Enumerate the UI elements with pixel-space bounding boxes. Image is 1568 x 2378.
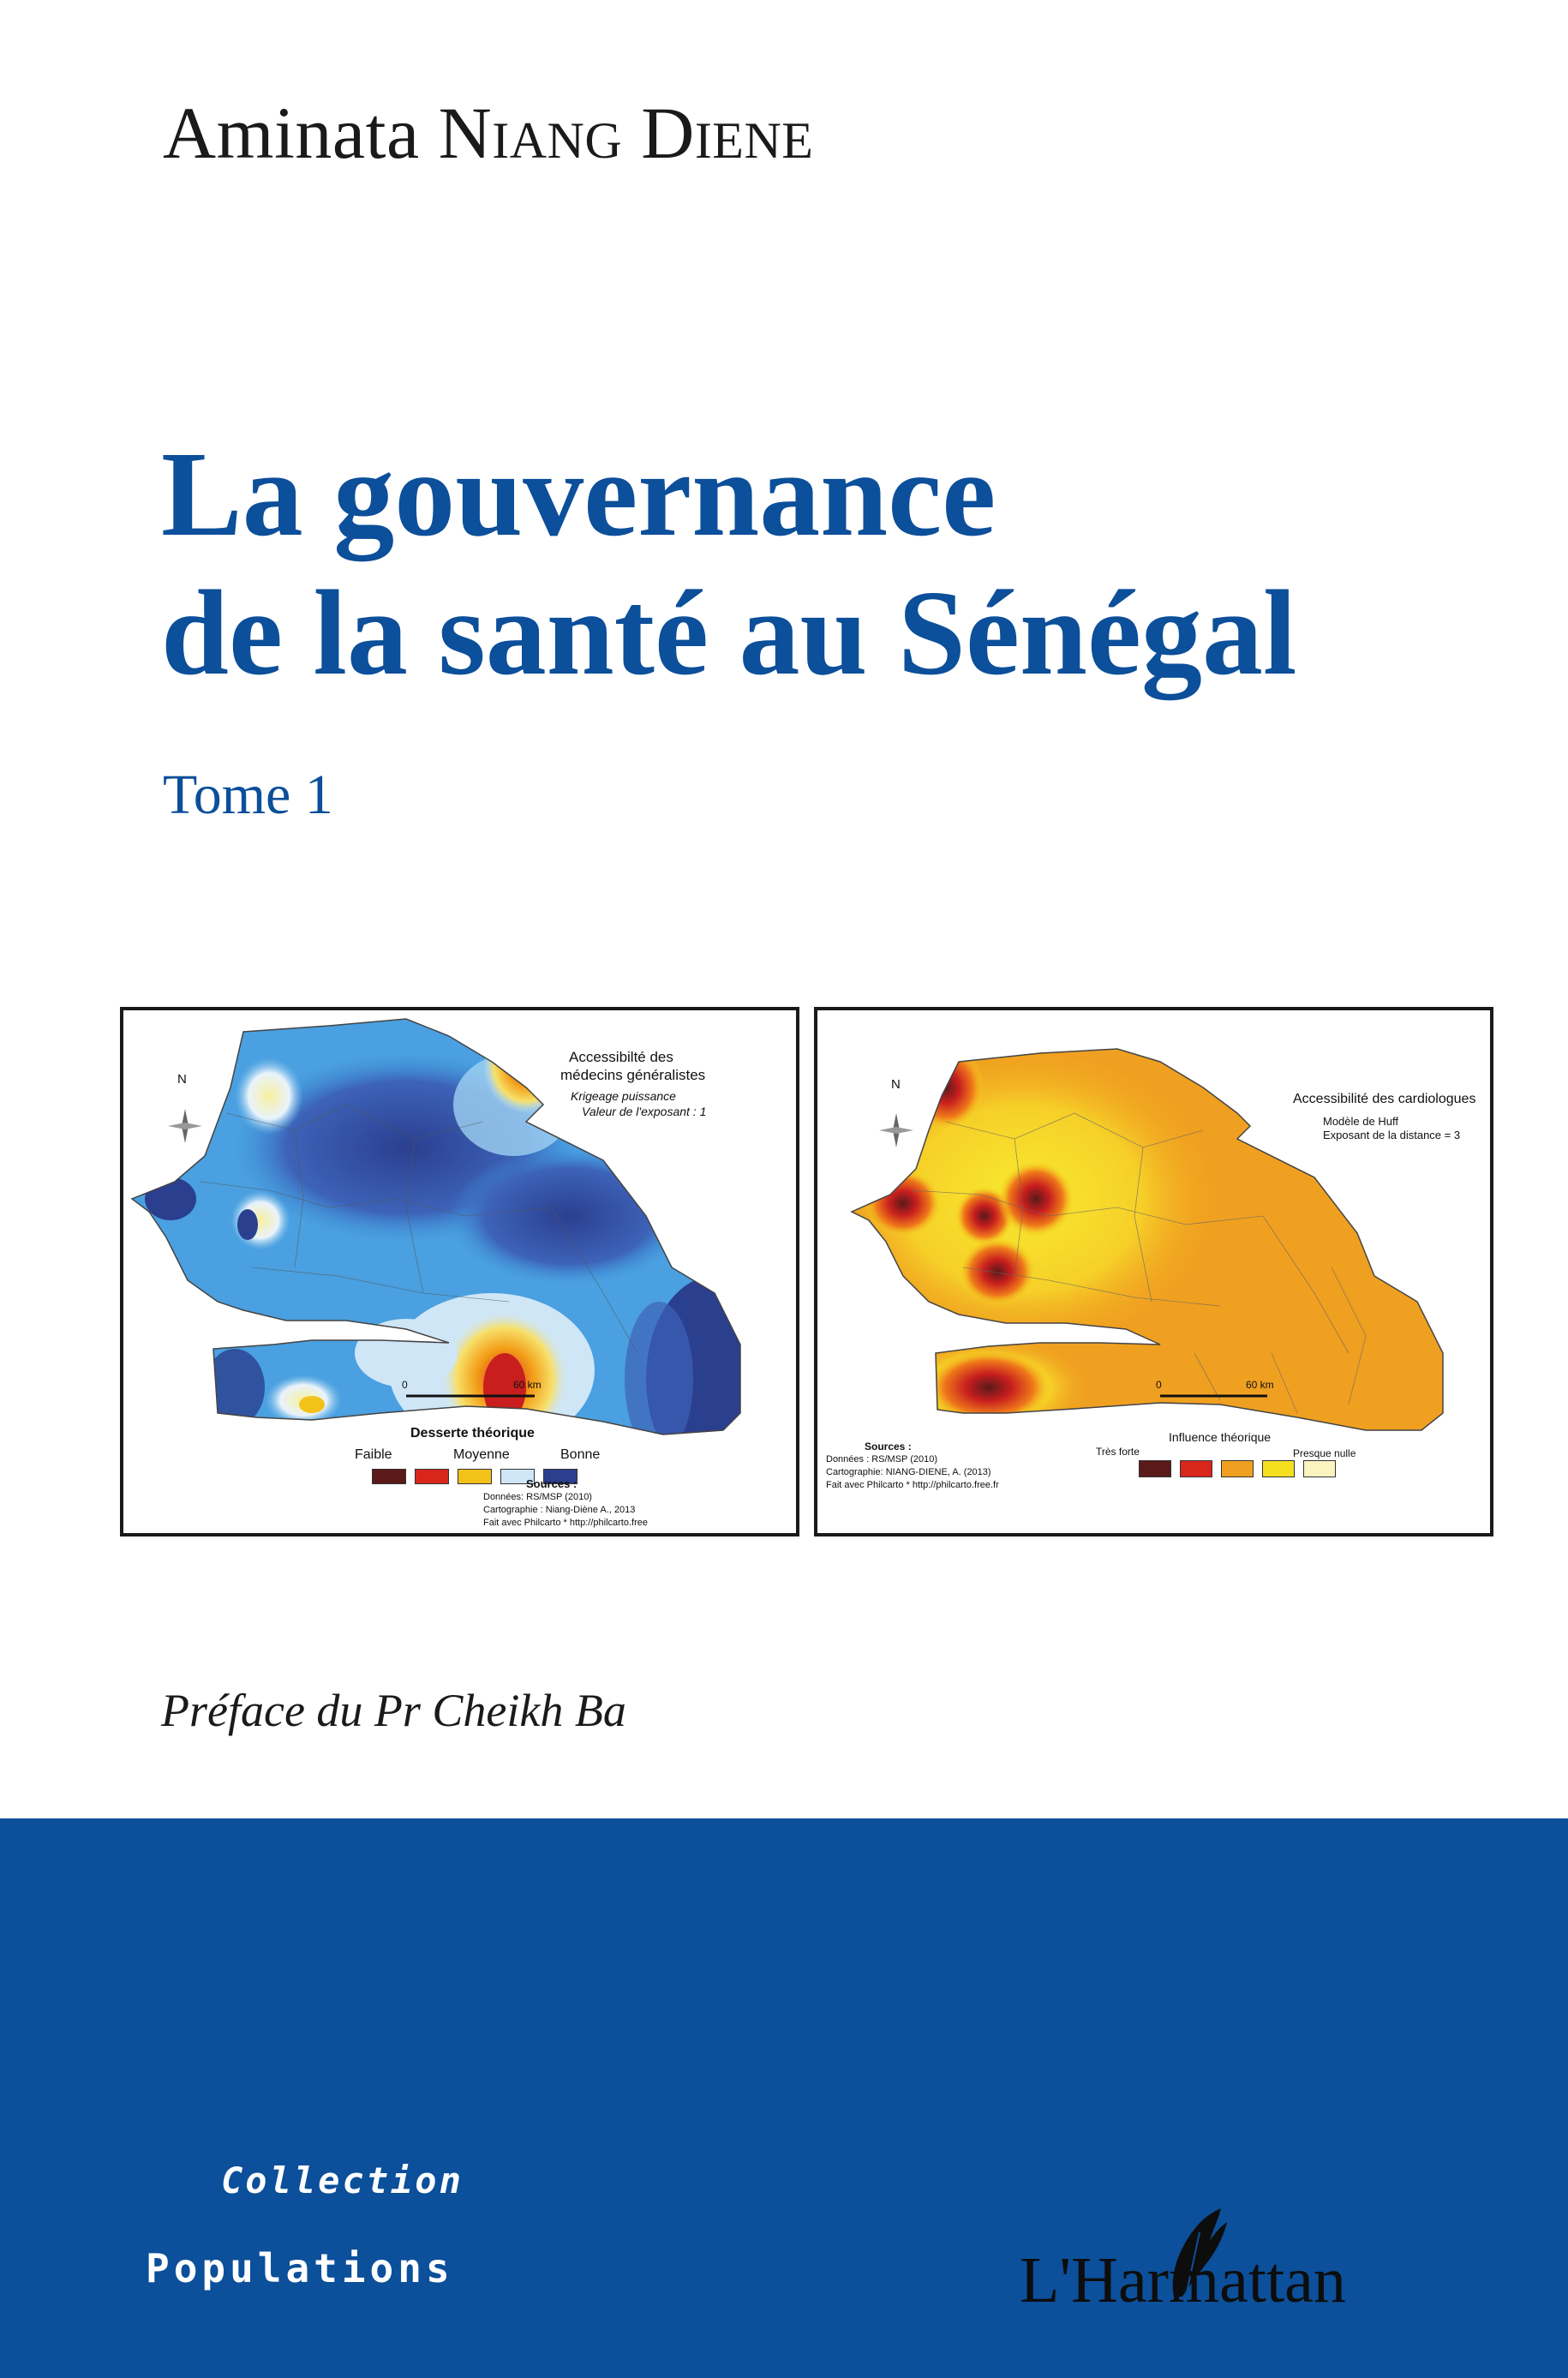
map2-sources-title: Sources :	[865, 1441, 912, 1453]
map1-legend-title: Desserte théorique	[410, 1426, 535, 1441]
map2-scale-start: 0	[1156, 1379, 1162, 1391]
legend-swatch	[1139, 1460, 1171, 1477]
map1-title-1: Accessibilté des	[569, 1049, 673, 1065]
legend-swatch	[1221, 1460, 1254, 1477]
book-title-line-2: de la santé au Sénégal	[161, 565, 1297, 700]
legend-swatch	[1180, 1460, 1212, 1477]
publisher-name: L'Harmattan	[1020, 2244, 1346, 2316]
map1-method-1: Krigeage puissance	[571, 1089, 676, 1103]
map2-source-2: Cartographie: NIANG-DIENE, A. (2013)	[826, 1467, 991, 1477]
map1-scale-start: 0	[402, 1379, 408, 1391]
map1-title-2: médecins généralistes	[560, 1067, 706, 1083]
map-cardiologues	[814, 1007, 1493, 1536]
map2-method-2: Exposant de la distance = 3	[1323, 1129, 1461, 1141]
map2-legend-presque-nulle: Presque nulle	[1293, 1447, 1356, 1459]
map2-north-label: N	[891, 1077, 901, 1092]
map1-source-1: Données: RS/MSP (2010)	[483, 1492, 592, 1502]
preface-line: Préface du Pr Cheikh Ba	[161, 1685, 626, 1736]
author-name	[163, 90, 813, 176]
map1-legend-bonne: Bonne	[560, 1447, 601, 1462]
map1-source-2: Cartographie : Niang-Diène A., 2013	[483, 1505, 636, 1515]
map-medecins-generalistes	[120, 1007, 799, 1536]
collection-name: Populations	[146, 2245, 454, 2291]
north-arrow	[879, 1113, 913, 1147]
author-last-name: Niang Diene	[438, 92, 814, 174]
map2-legend-tres-forte: Très forte	[1096, 1446, 1140, 1458]
legend-swatch	[372, 1469, 406, 1484]
map1-method-2: Valeur de l'exposant : 1	[582, 1105, 707, 1118]
tome-label: Tome 1	[163, 764, 333, 826]
map2-method-1: Modèle de Huff	[1323, 1115, 1398, 1128]
north-arrow	[168, 1109, 202, 1143]
map1-legend-faible: Faible	[355, 1447, 392, 1462]
map2-scale-end: 60 km	[1246, 1379, 1274, 1391]
book-title	[161, 424, 1446, 702]
map2-title: Accessibilité des cardiologues	[1293, 1092, 1476, 1106]
publisher-logo	[1020, 2207, 1431, 2318]
author-first-name: Aminata	[163, 92, 420, 174]
collection-label: Collection	[221, 2159, 464, 2201]
legend-swatch	[1262, 1460, 1295, 1477]
map1-source-3: Fait avec Philcarto * http://philcarto.free	[483, 1518, 648, 1528]
map2-legend-title: Influence théorique	[1169, 1430, 1272, 1444]
map1-sources-title: Sources :	[526, 1477, 578, 1490]
legend-swatch	[415, 1469, 449, 1484]
legend-swatch	[1303, 1460, 1336, 1477]
legend-swatch	[458, 1469, 492, 1484]
map2-source-3: Fait avec Philcarto * http://philcarto.free.fr	[826, 1480, 999, 1490]
map1-north-label: N	[177, 1072, 187, 1087]
map1-legend-moyenne: Moyenne	[453, 1447, 510, 1462]
book-title-line-1: La gouvernance	[161, 426, 996, 561]
map1-scale-end: 60 km	[513, 1379, 542, 1391]
map2-source-1: Données : RS/MSP (2010)	[826, 1454, 938, 1465]
